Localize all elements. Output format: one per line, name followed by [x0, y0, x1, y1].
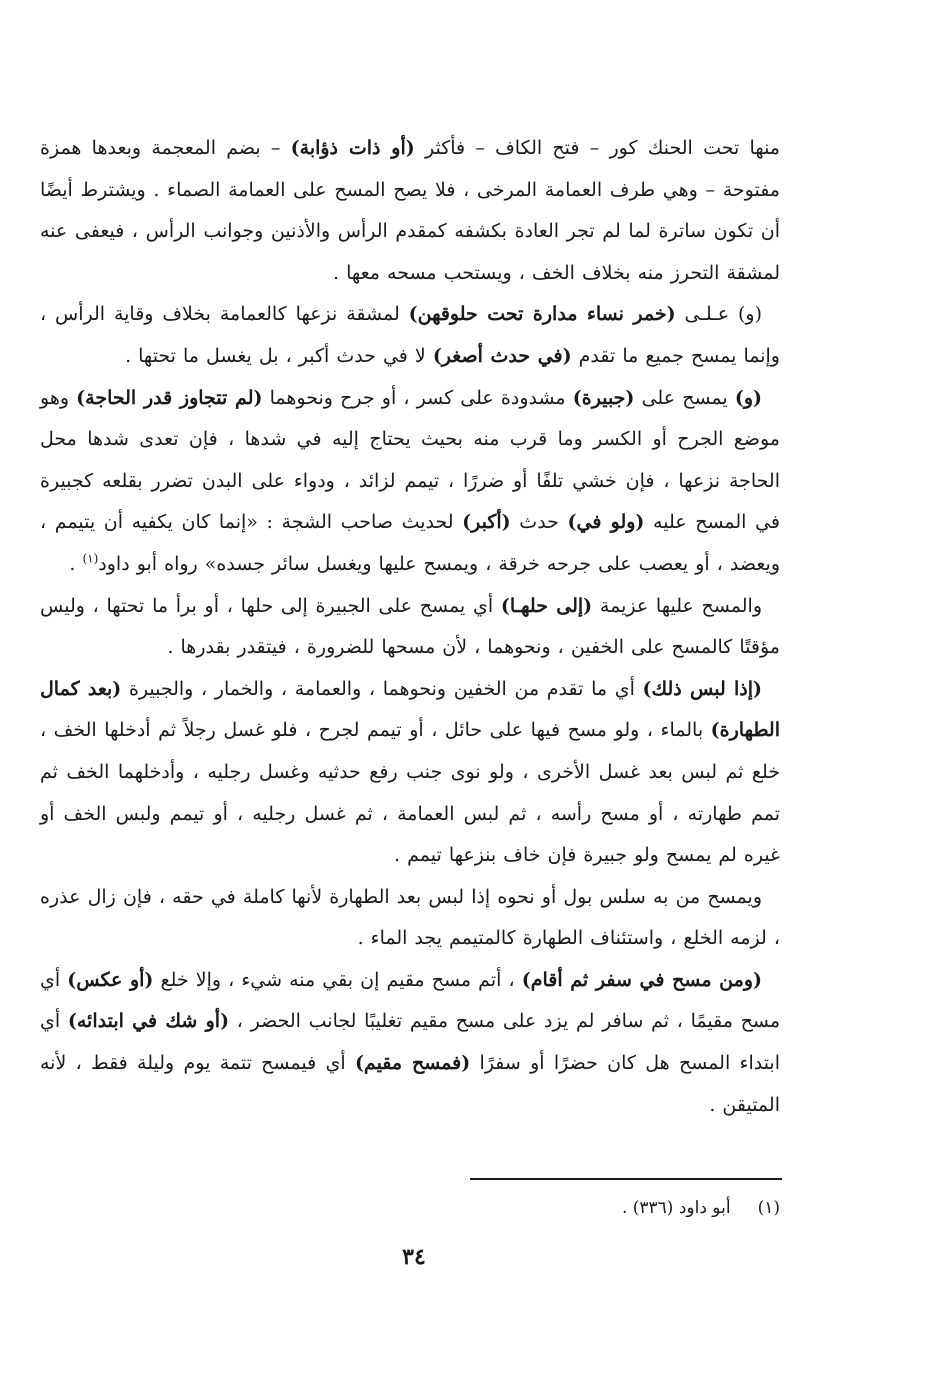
- page-number: ٣٤: [402, 1244, 426, 1270]
- text-run: أي فيمسح تتمة يوم وليلة فقط ، لأنه المتيقن .: [40, 1052, 780, 1116]
- text-run: وهو موضع الجرح أو الكسر وما قرب منه بحيث يحتاج إليه في شدها ، فإن تعدى شدها محل الحاجة نزعها ، فإن خشي تلفًا أو ضررًا ، تيمم لزائد ، ودواء على البدن تضرر بقلعه كجبيرة في المسح عليه: [40, 386, 780, 534]
- text-run: ويمسح من به سلس بول أو نحوه إذا لبس بعد الطهارة لأنها كاملة في حقه ، فإن زال عذره ، لزمه الخلع ، واستئناف الطهارة كالمتيمم يجد الماء .: [40, 885, 780, 950]
- text-run: حدث: [510, 511, 568, 534]
- paragraph-6: [40, 877, 780, 960]
- paragraph-1: [40, 128, 780, 294]
- paragraph-7: [40, 960, 780, 1126]
- bold-term: (أكبر): [462, 511, 511, 534]
- text-run: أي ما تقدم من الخفين ونحوهما ، والعمامة ، والخمار ، والجبيرة: [121, 677, 643, 700]
- text-run: ، أتم مسح مقيم إن بقي منه شيء ، وإلا خلع: [153, 968, 522, 991]
- bold-term: (بعد كمال الطهارة): [40, 677, 780, 742]
- text-run: بالماء ، ولو مسح فيها على حائل ، أو تيمم لجرح ، فلو غسل رجلاً ثم أدخلها الخف ، خلع ثم لبس بعد غسل الأخرى ، ولو نوى جنب رفع حدثيه وغسل رجليه ، وأدخلهما الخف ثم تمم طهارته ، أو مسح رأسه ، ثم لبس العمامة ، ثم غسل رجليه ، أو تيمم ولبس الخف أو غيره لم يمسح ولو جبيرة فإن خاف بنزعها تيمم .: [40, 719, 780, 867]
- footnote: [400, 1196, 780, 1220]
- text-run: لا في حدث أكبر ، بل يغسل ما تحتها .: [125, 344, 433, 367]
- bold-term: (ولو في): [567, 511, 645, 534]
- text-run: .: [69, 552, 83, 575]
- bold-term: (فمسح مقيم): [354, 1052, 471, 1075]
- paragraph-2: [40, 294, 780, 377]
- bold-term: (إذا لبس ذلك): [642, 677, 762, 700]
- paragraph-3: [40, 378, 780, 586]
- text-run: أي مسح مقيمًا ، ثم سافر لم يزد على مسح مقيم تغليبًا لجانب الحضر ،: [40, 968, 780, 1033]
- bold-term: (لم تتجاوز قدر الحاجة): [76, 386, 263, 409]
- text-run: أي ابتداء المسح هل كان حضرًا أو سفرًا: [40, 1010, 780, 1075]
- bold-term: (أو ذات ذؤابة): [290, 137, 415, 159]
- paragraph-4: [40, 586, 780, 669]
- text-run: يمسح على: [634, 386, 735, 409]
- text-run: (و): [729, 303, 762, 326]
- bold-term: (أو شك في ابتدائه): [67, 1010, 230, 1033]
- footnote-marker: (١): [757, 1198, 780, 1218]
- bold-term: (ومن مسح في سفر ثم أقام): [521, 968, 762, 991]
- bold-term: (إلى حلهـا): [500, 594, 593, 617]
- footnote-divider: [470, 1178, 782, 1180]
- main-text-block: [40, 128, 780, 1126]
- bold-term: (خمر نساء مدارة تحت حلوقهن): [408, 303, 676, 326]
- text-run: منها تحت الحنك كور – فتح الكاف – فأكثر: [414, 137, 780, 159]
- footnote-reference: (١): [82, 551, 99, 566]
- bold-term: (و): [734, 386, 762, 409]
- paragraph-5: [40, 669, 780, 877]
- text-run: – بضم المعجمة وبعدها همزة مفتوحة – وهي طرف العمامة المرخى ، فلا يصح المسح على العمامة الصماء . ويشترط أيضًا أن تكون ساترة لما لم تجر العادة بكشفه كمقدم الرأس والأذنين وجوانب الرأس ، فيعفى عنه لمشقة التحرز منه بخلاف الخف ، ويستحب مسحه معها .: [40, 137, 780, 284]
- bold-term: (جبيرة): [572, 386, 635, 409]
- footnote-text: أبو داود (٣٣٦) .: [621, 1198, 731, 1218]
- text-run: والمسح عليها عزيمة: [592, 594, 762, 617]
- bold-term: (أو عكس): [67, 968, 154, 991]
- bold-term: (في حدث أصغر): [432, 344, 572, 367]
- text-run: أي يمسح على الجبيرة إلى حلها ، أو برأ ما تحتها ، وليس مؤقتًا كالمسح على الخفين ، ونحوهما ، لأن مسحها للضرورة ، فيتقدر بقدرها .: [40, 594, 780, 659]
- text-run: مشدودة على كسر ، أو جرح ونحوهما: [262, 386, 573, 409]
- text-run: لحديث صاحب الشجة : «إنما كان يكفيه أن يتيمم ، ويعضد ، أو يعصب على جرحه خرقة ، ويمسح عليها ويغسل سائر جسده» رواه أبو داود: [40, 511, 780, 575]
- text-run: عـلـى: [675, 303, 730, 326]
- text-run: لمشقة نزعها كالعمامة بخلاف وقاية الرأس ، وإنما يمسح جميع ما تقدم: [40, 303, 780, 367]
